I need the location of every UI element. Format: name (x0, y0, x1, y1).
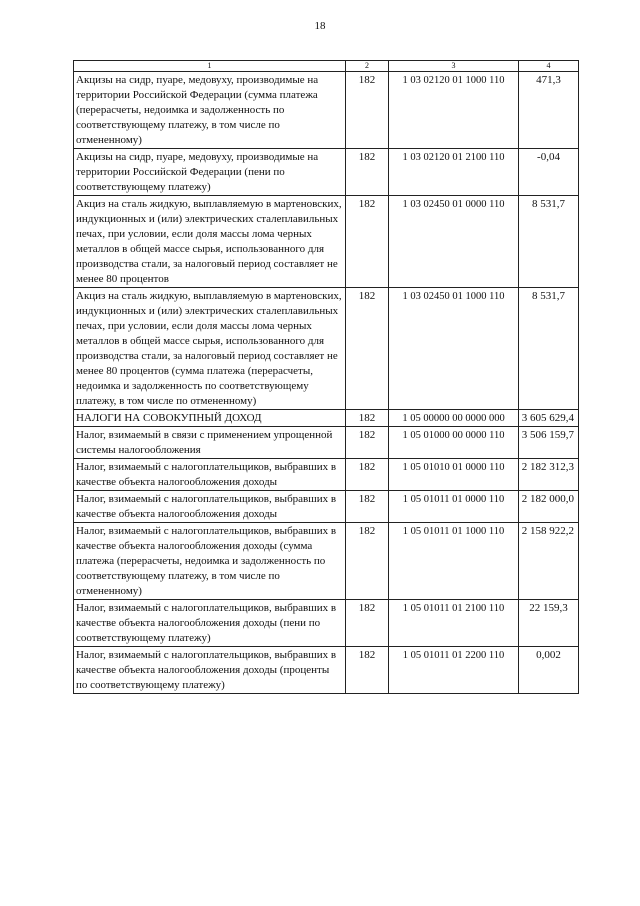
page-number: 18 (314, 20, 326, 32)
header-col-2: 2 (346, 61, 389, 72)
row-budget-code: 1 05 00000 00 0000 000 (389, 410, 519, 427)
table-row (74, 600, 579, 647)
revenue-table (73, 60, 579, 694)
row-admin-code: 182 (346, 647, 389, 694)
row-name: НАЛОГИ НА СОВОКУПНЫЙ ДОХОД (74, 410, 346, 427)
row-budget-code: 1 03 02120 01 2100 110 (389, 149, 519, 196)
row-name: Налог, взимаемый с налогоплательщиков, выбравших в качестве объекта налогообложения доходы (74, 459, 346, 491)
row-admin-code: 182 (346, 288, 389, 410)
row-name: Акцизы на сидр, пуаре, медовуху, производимые на территории Российской Федерации (сумма платежа (перерасчеты, недоимка и задолженность по соответствующему платежу, в том числе по отмененному) (74, 72, 346, 149)
row-name: Акциз на сталь жидкую, выплавляемую в мартеновских, индукционных и (или) электрических сталеплавильных печах, при условии, если доля массы лома черных металлов в общей массе сырья, использованного для производства стали, за налоговый период составляет не менее 80 процентов (сумма платежа (перерасчеты, недоимка и задолженность по соответствующему платежу, в том числе по отмененному) (74, 288, 346, 410)
row-admin-code: 182 (346, 600, 389, 647)
row-amount: 0,002 (519, 647, 579, 694)
row-name: Налог, взимаемый с налогоплательщиков, выбравших в качестве объекта налогообложения доходы (пени по соответствующему платежу) (74, 600, 346, 647)
table-row (74, 410, 579, 427)
table-row (74, 647, 579, 694)
table-row (74, 196, 579, 288)
row-amount: 471,3 (519, 72, 579, 149)
revenue-table-container (73, 60, 578, 694)
table-row (74, 427, 579, 459)
row-name: Налог, взимаемый с налогоплательщиков, выбравших в качестве объекта налогообложения доходы (74, 491, 346, 523)
row-name: Акцизы на сидр, пуаре, медовуху, производимые на территории Российской Федерации (пени по соответствующему платежу) (74, 149, 346, 196)
table-header-row (74, 61, 579, 72)
row-admin-code: 182 (346, 196, 389, 288)
row-name: Налог, взимаемый с налогоплательщиков, выбравших в качестве объекта налогообложения доходы (проценты по соответствующему платежу) (74, 647, 346, 694)
row-amount: 3 506 159,7 (519, 427, 579, 459)
row-amount: 2 158 922,2 (519, 523, 579, 600)
row-budget-code: 1 05 01011 01 2100 110 (389, 600, 519, 647)
table-row (74, 72, 579, 149)
row-budget-code: 1 03 02450 01 0000 110 (389, 196, 519, 288)
row-amount: 3 605 629,4 (519, 410, 579, 427)
row-name: Налог, взимаемый в связи с применением упрощенной системы налогообложения (74, 427, 346, 459)
table-row (74, 149, 579, 196)
row-admin-code: 182 (346, 523, 389, 600)
table-row (74, 459, 579, 491)
row-admin-code: 182 (346, 427, 389, 459)
row-admin-code: 182 (346, 149, 389, 196)
row-budget-code: 1 05 01011 01 2200 110 (389, 647, 519, 694)
row-amount: 8 531,7 (519, 288, 579, 410)
row-amount: 8 531,7 (519, 196, 579, 288)
header-col-4: 4 (519, 61, 579, 72)
row-admin-code: 182 (346, 72, 389, 149)
header-col-1: 1 (74, 61, 346, 72)
row-amount: -0,04 (519, 149, 579, 196)
row-budget-code: 1 05 01000 00 0000 110 (389, 427, 519, 459)
row-amount: 2 182 000,0 (519, 491, 579, 523)
row-amount: 22 159,3 (519, 600, 579, 647)
row-admin-code: 182 (346, 491, 389, 523)
row-budget-code: 1 05 01010 01 0000 110 (389, 459, 519, 491)
table-row (74, 523, 579, 600)
row-name: Акциз на сталь жидкую, выплавляемую в мартеновских, индукционных и (или) электрических сталеплавильных печах, при условии, если доля массы лома черных металлов в общей массе сырья, использованного для производства стали, за налоговый период составляет не менее 80 процентов (74, 196, 346, 288)
table-row (74, 288, 579, 410)
row-budget-code: 1 03 02450 01 1000 110 (389, 288, 519, 410)
row-budget-code: 1 05 01011 01 0000 110 (389, 491, 519, 523)
row-amount: 2 182 312,3 (519, 459, 579, 491)
row-name: Налог, взимаемый с налогоплательщиков, выбравших в качестве объекта налогообложения доходы (сумма платежа (перерасчеты, недоимка и задолженность по соответствующему платежу, в том числе по отмененному) (74, 523, 346, 600)
table-row (74, 491, 579, 523)
row-admin-code: 182 (346, 459, 389, 491)
row-admin-code: 182 (346, 410, 389, 427)
row-budget-code: 1 03 02120 01 1000 110 (389, 72, 519, 149)
row-budget-code: 1 05 01011 01 1000 110 (389, 523, 519, 600)
header-col-3: 3 (389, 61, 519, 72)
